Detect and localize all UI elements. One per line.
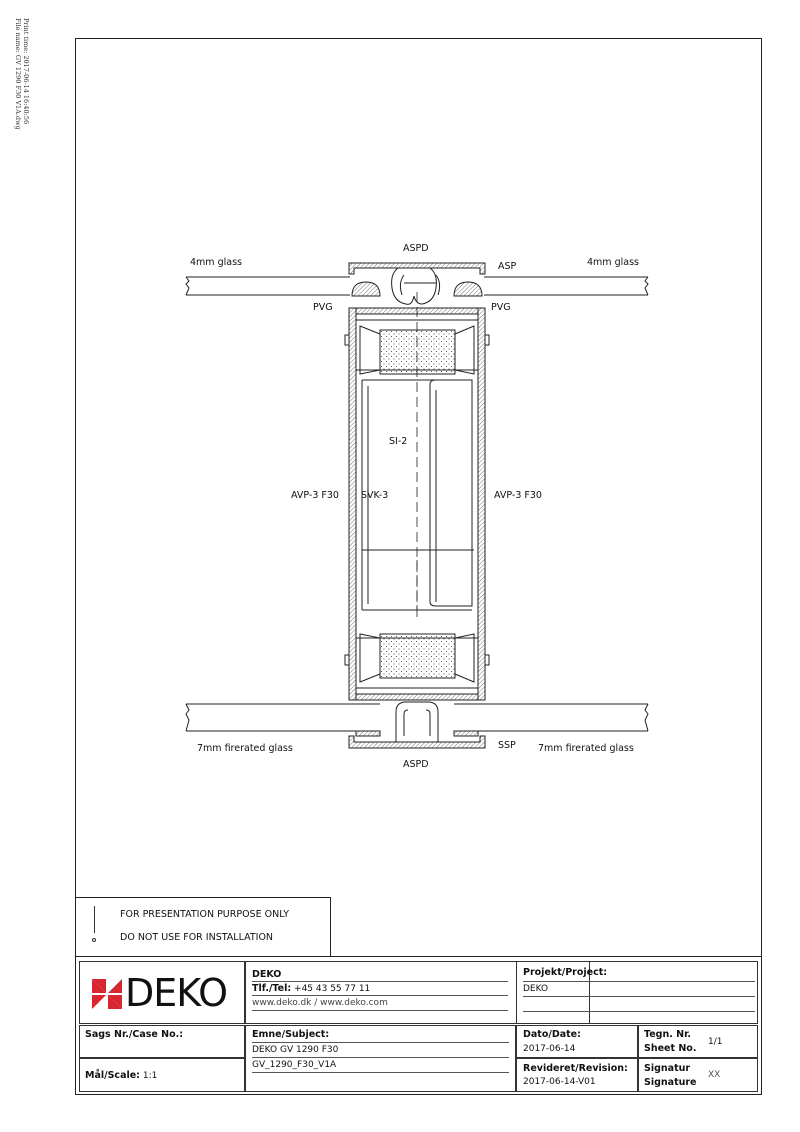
scale-label: Mål/Scale: — [85, 1070, 140, 1081]
title-block — [75, 956, 762, 1095]
date-label: Dato/Date: — [523, 1029, 581, 1040]
company-name: DEKO — [252, 969, 282, 980]
bottom-cover-profile — [349, 702, 485, 748]
logo-text: DEKO — [125, 971, 228, 1015]
signature-label-2: Signature — [644, 1077, 697, 1088]
revision-label: Revideret/Revision: — [523, 1063, 628, 1074]
bottom-glass-right — [454, 704, 648, 731]
label-ssp: SSP — [498, 740, 516, 751]
signature-label-1: Signatur — [644, 1063, 691, 1074]
deko-logo-icon — [92, 979, 122, 1009]
notice-line-2: DO NOT USE FOR INSTALLATION — [120, 932, 274, 943]
scale-cell — [79, 1058, 245, 1092]
project-label: Projekt/Project: — [523, 967, 608, 978]
date-cell — [516, 1025, 638, 1058]
label-svk: SVK-3 — [361, 490, 389, 501]
label-glass-top-left: 4mm glass — [190, 257, 242, 268]
sheet-no-cell — [638, 1025, 758, 1058]
drawing-no-label: Tegn. Nr. — [644, 1029, 692, 1040]
label-pvg-right: PVG — [491, 302, 511, 313]
label-pvg-left: PVG — [313, 302, 333, 313]
case-cell — [79, 1025, 245, 1058]
label-aspd-bottom: ASPD — [403, 759, 429, 770]
file-name: File name: GV 1290 F30 V1A.dwg — [14, 18, 22, 130]
label-glass-top-right: 4mm glass — [587, 257, 639, 268]
presentation-notice — [75, 897, 331, 956]
phone-number: +45 43 55 77 11 — [294, 984, 371, 994]
revision-cell — [516, 1058, 638, 1092]
company-web: www.deko.dk / www.deko.com — [252, 998, 388, 1008]
bottom-glass-left — [186, 704, 380, 731]
project-cell — [516, 961, 758, 1024]
label-asp: ASP — [498, 261, 517, 272]
label-avp-right: AVP-3 F30 — [494, 490, 542, 501]
case-label: Sags Nr./Case No.: — [85, 1029, 184, 1040]
label-glass-bottom-left: 7mm firerated glass — [197, 743, 293, 754]
scale-value: 1:1 — [142, 1071, 158, 1081]
subject-label: Emne/Subject: — [252, 1029, 330, 1040]
sheet-no-value: 1/1 — [708, 1037, 723, 1047]
signature-value: XX — [708, 1070, 721, 1080]
project-value: DEKO — [523, 984, 549, 994]
date-value: 2017-06-14 — [523, 1044, 576, 1054]
label-aspd-top: ASPD — [403, 243, 429, 254]
logo-cell — [79, 961, 245, 1024]
signature-cell — [638, 1058, 758, 1092]
label-glass-bottom-right: 7mm firerated glass — [538, 743, 634, 754]
subject-line-2: GV_1290_F30_V1A — [252, 1060, 337, 1070]
subject-line-1: DEKO GV 1290 F30 — [252, 1045, 339, 1055]
label-avp-left: AVP-3 F30 — [291, 490, 339, 501]
label-si2: SI-2 — [389, 436, 408, 447]
phone-label: Tlf./Tel: — [252, 983, 292, 994]
print-time: Print time: 2017-06-14 16:40:56 — [22, 18, 30, 125]
subject-cell — [245, 1025, 516, 1092]
notice-line-1: FOR PRESENTATION PURPOSE ONLY — [120, 909, 290, 920]
sheet-no-label: Sheet No. — [644, 1043, 697, 1054]
revision-value: 2017-06-14-V01 — [523, 1077, 596, 1087]
top-glass-right — [484, 277, 648, 295]
top-glass-left — [186, 277, 350, 295]
